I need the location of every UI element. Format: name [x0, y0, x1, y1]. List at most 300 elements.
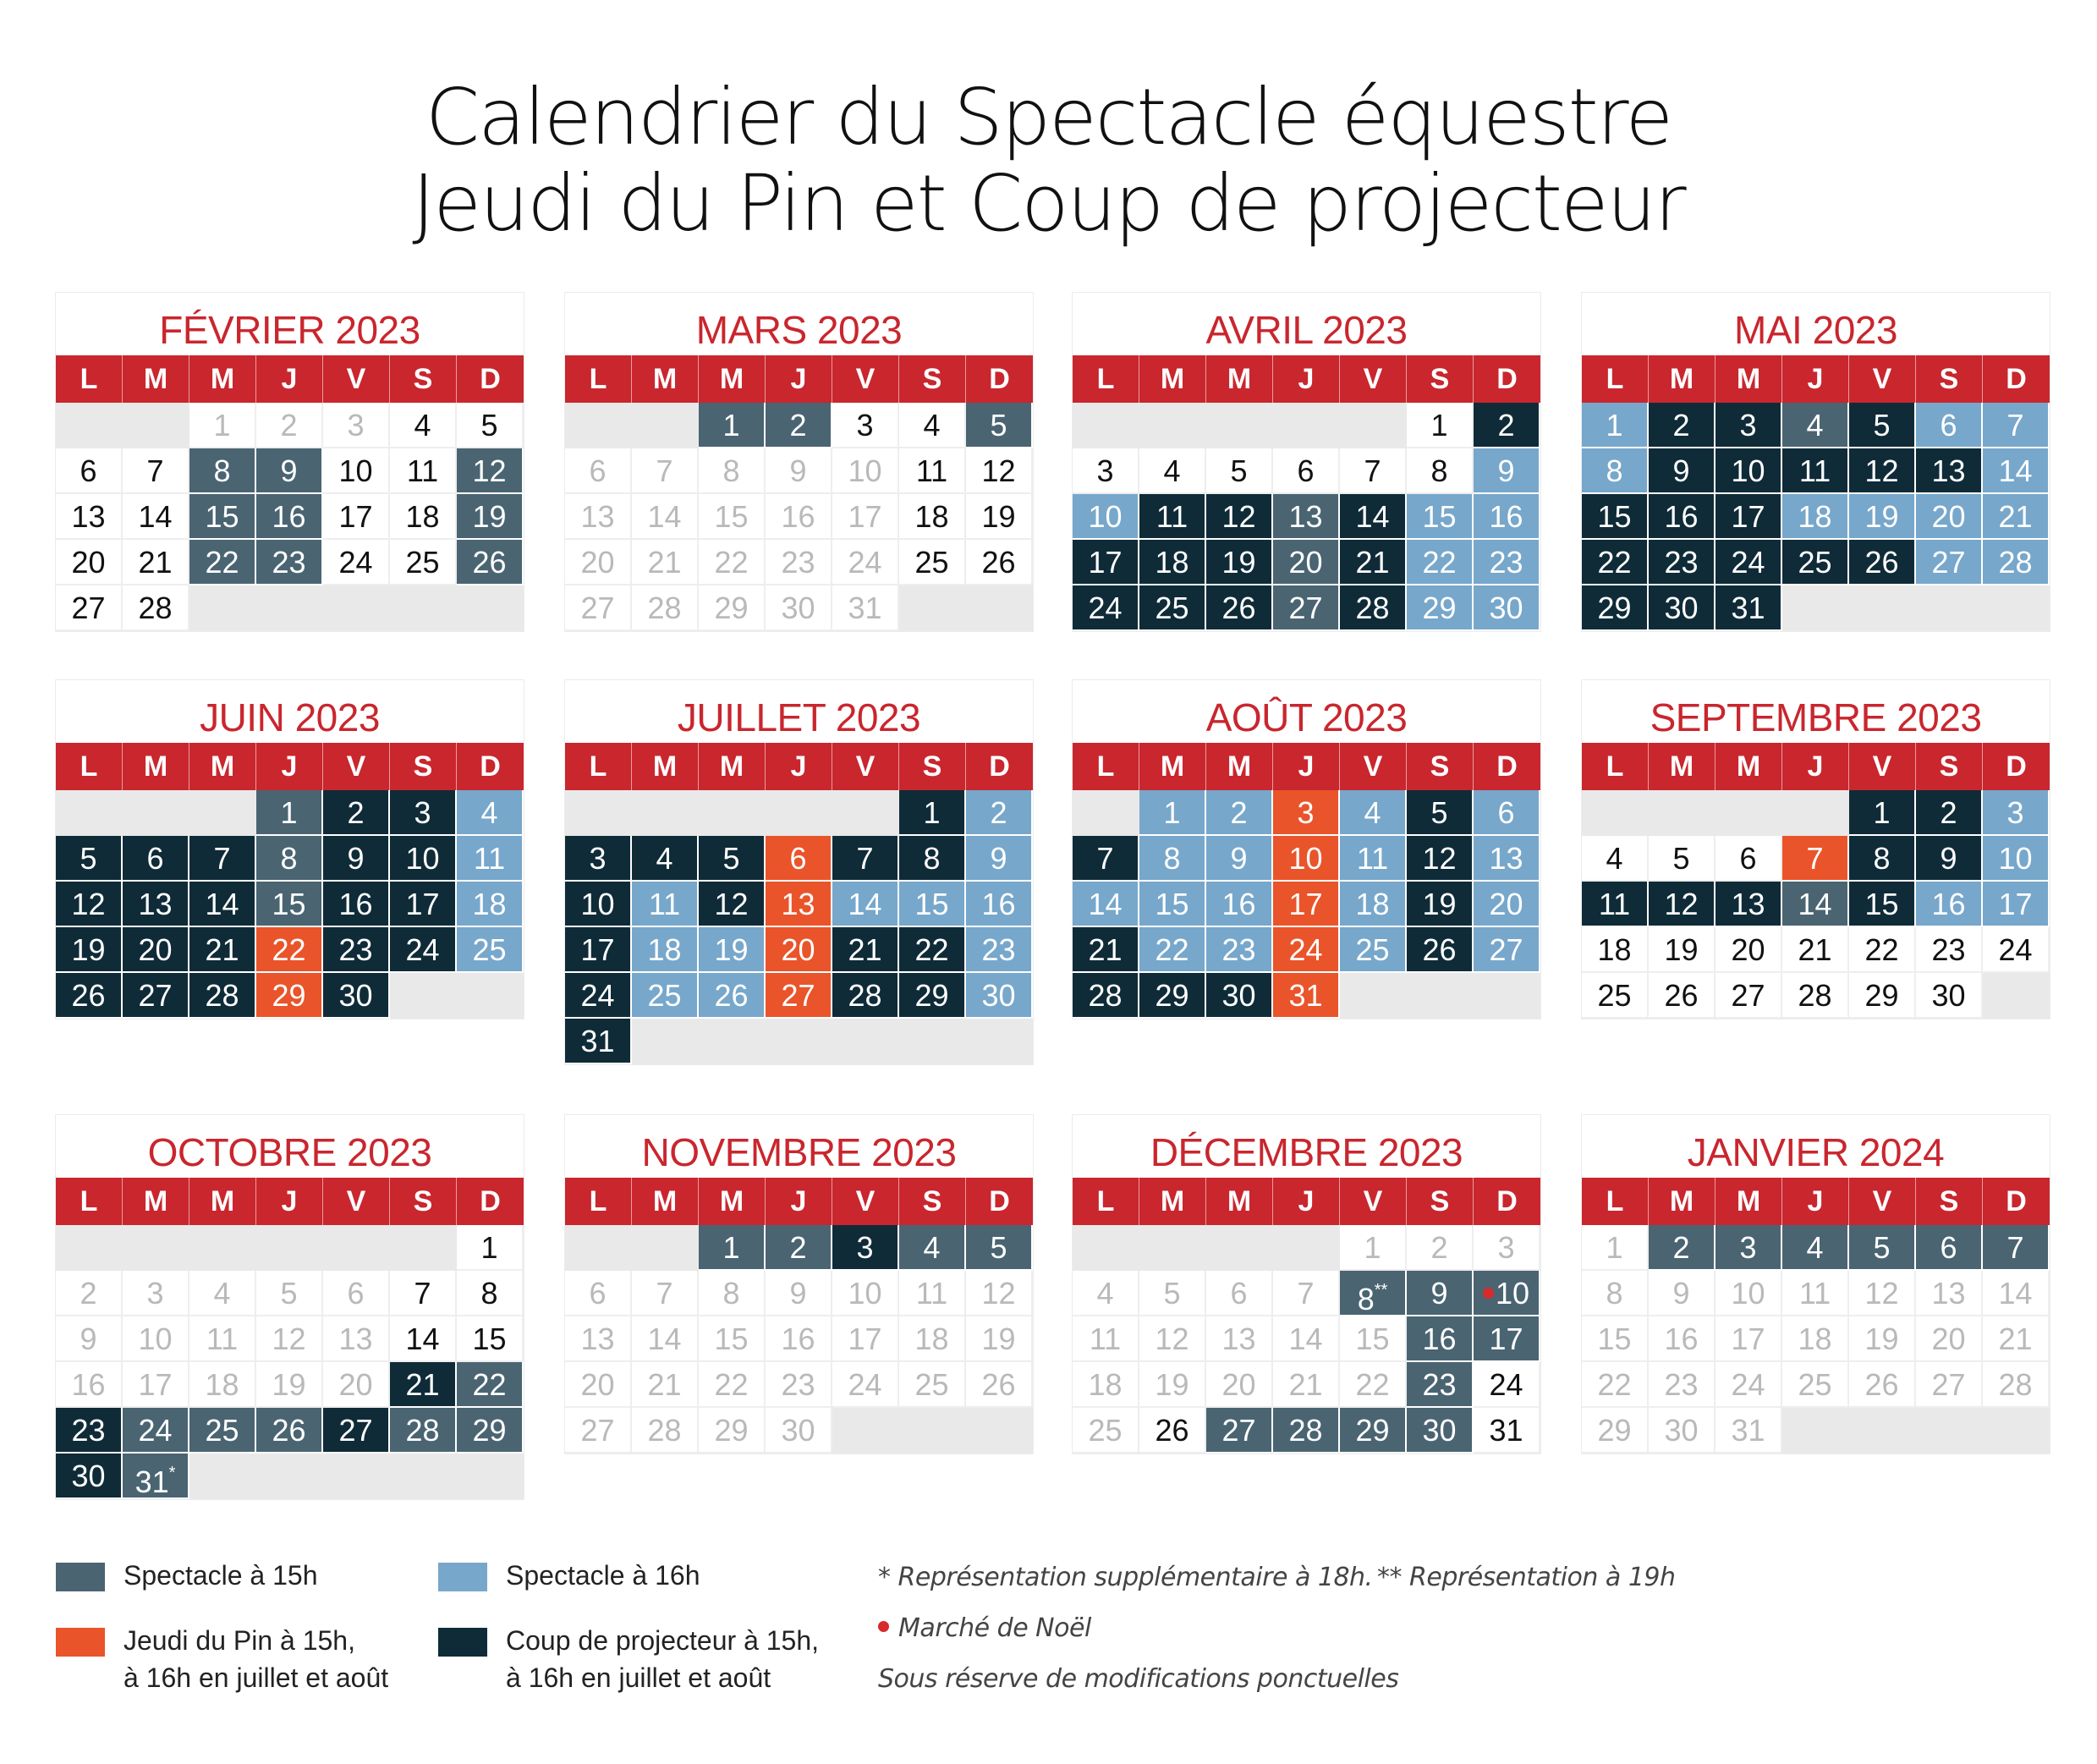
day-cell: [1206, 448, 1273, 494]
day-cell: [123, 540, 189, 585]
empty-day-cell: [1206, 1225, 1273, 1271]
weekday-label: L: [1582, 355, 1649, 403]
day-cell: [390, 403, 457, 448]
day-number: 4: [923, 1230, 941, 1265]
day-number: 8: [1430, 453, 1448, 488]
day-cell: [966, 494, 1033, 540]
day-number: 30: [338, 978, 373, 1013]
day-cell: [1782, 1316, 1849, 1362]
day-number: 9: [789, 453, 807, 488]
day-cell: [1139, 973, 1206, 1019]
day-number: 23: [981, 932, 1016, 967]
day-cell: [123, 882, 189, 927]
day-number: 24: [1731, 545, 1765, 580]
weekday-label: J: [1273, 743, 1340, 790]
day-cell: [899, 494, 966, 540]
day-cell: [457, 882, 524, 927]
day-number: 6: [589, 1276, 607, 1311]
empty-day-cell: [123, 403, 189, 448]
day-number: 17: [138, 1367, 173, 1402]
day-number: 25: [1798, 1367, 1832, 1402]
day-cell: [966, 540, 1033, 585]
weekday-label: S: [1407, 743, 1474, 790]
day-number: 17: [1288, 887, 1323, 921]
weekday-label: D: [2006, 750, 2027, 783]
day-cell: [1983, 1362, 2050, 1408]
day-number: 14: [1288, 1322, 1323, 1356]
day-number: 30: [71, 1459, 106, 1493]
day-number: 30: [1489, 591, 1523, 625]
empty-day-cell: [832, 790, 899, 836]
weekday-label: M: [1715, 1178, 1782, 1225]
day-cell: [256, 540, 323, 585]
day-number: 11: [1798, 1276, 1831, 1311]
day-cell: [1474, 790, 1540, 836]
day-cell: [1649, 973, 1715, 1019]
day-number: 18: [914, 499, 949, 534]
day-number: 2: [1230, 795, 1248, 830]
day-number: 22: [1597, 1367, 1632, 1402]
day-cell: [1340, 1225, 1407, 1271]
day-cell: [1782, 1362, 1849, 1408]
empty-day-cell: [1407, 973, 1474, 1019]
day-number: 8: [1606, 453, 1623, 488]
day-number: 15: [1155, 887, 1189, 921]
day-number: 5: [1873, 408, 1891, 442]
day-cell: [1206, 927, 1273, 973]
day-number: 20: [138, 932, 173, 967]
day-cell: [1715, 494, 1782, 540]
day-cell: [123, 1408, 189, 1454]
day-number: 3: [856, 1230, 874, 1265]
day-number: 2: [1940, 795, 1957, 830]
day-cell: [56, 927, 123, 973]
day-cell: [457, 790, 524, 836]
day-number: 18: [1597, 932, 1632, 967]
days-grid: [1073, 1225, 1540, 1454]
day-number: 21: [205, 932, 239, 967]
day-number: 24: [1731, 1367, 1765, 1402]
day-number: 8: [1873, 841, 1891, 876]
weekday-label: V: [323, 743, 390, 790]
day-number: 22: [1155, 932, 1189, 967]
empty-day-cell: [632, 1019, 699, 1064]
day-cell: [966, 448, 1033, 494]
day-number: 4: [1163, 453, 1181, 488]
weekday-label: M: [1206, 355, 1273, 403]
day-cell: [1715, 540, 1782, 585]
day-cell: [1916, 1225, 1983, 1271]
day-cell: [189, 836, 256, 882]
day-cell: [189, 882, 256, 927]
empty-day-cell: [256, 1225, 323, 1271]
empty-day-cell: [565, 790, 632, 836]
day-cell: [632, 1408, 699, 1454]
weekday-label: V: [832, 1178, 899, 1225]
day-cell: [1782, 882, 1849, 927]
day-cell: [189, 973, 256, 1019]
day-cell: [1582, 1362, 1649, 1408]
day-cell: [565, 448, 632, 494]
day-number: 12: [1864, 1276, 1899, 1311]
empty-day-cell: [899, 585, 966, 631]
day-number: 20: [1731, 932, 1765, 967]
day-number: 28: [848, 978, 882, 1013]
day-number: 2: [80, 1276, 97, 1311]
day-cell: [1649, 1271, 1715, 1316]
empty-day-cell: [256, 585, 323, 631]
day-cell: [1983, 403, 2050, 448]
empty-day-cell: [1983, 973, 2050, 1019]
day-cell: [699, 1408, 766, 1454]
weekday-header: [56, 355, 524, 403]
day-number: 14: [1998, 453, 2033, 488]
empty-day-cell: [966, 585, 1033, 631]
day-cell: [832, 1271, 899, 1316]
day-number: 1: [1364, 1230, 1381, 1265]
empty-day-cell: [1206, 403, 1273, 448]
day-cell: [457, 494, 524, 540]
empty-day-cell: [1340, 403, 1407, 448]
day-cell: [1983, 1271, 2050, 1316]
day-number: 12: [981, 453, 1016, 488]
day-cell: [1715, 927, 1782, 973]
day-cell: [189, 1408, 256, 1454]
day-cell: [56, 882, 123, 927]
day-number: 9: [1672, 1276, 1690, 1311]
day-cell: [832, 882, 899, 927]
day-number: 13: [1221, 1322, 1256, 1356]
month-name: MAI 2023: [1734, 308, 1897, 352]
day-cell: [1649, 882, 1715, 927]
day-number: 21: [1798, 932, 1832, 967]
day-number: 30: [781, 1413, 815, 1448]
day-cell: [457, 403, 524, 448]
empty-day-cell: [1983, 585, 2050, 631]
day-cell: [632, 1271, 699, 1316]
day-number: 13: [1288, 499, 1323, 534]
day-cell: [256, 1271, 323, 1316]
day-number: 1: [213, 408, 231, 442]
empty-day-cell: [1073, 403, 1139, 448]
day-number: 8: [1606, 1276, 1623, 1311]
month-calendar: [1582, 1115, 2050, 1454]
day-cell: [966, 1362, 1033, 1408]
day-cell: [966, 790, 1033, 836]
day-cell: [457, 1362, 524, 1408]
day-cell: [56, 1271, 123, 1316]
note-marche: [878, 1613, 1091, 1643]
day-cell: [1649, 403, 1715, 448]
day-cell: [766, 1225, 832, 1271]
day-cell: [1407, 1408, 1474, 1454]
day-number: 25: [205, 1413, 239, 1448]
day-cell: [1649, 836, 1715, 882]
day-cell: [1073, 540, 1139, 585]
empty-day-cell: [1340, 973, 1407, 1019]
day-cell: [832, 403, 899, 448]
day-number: 26: [1864, 1367, 1899, 1402]
weekday-label: M: [1139, 355, 1206, 403]
weekday-label: D: [480, 1185, 501, 1217]
note-star: * Représentation supplémentaire à 18h.: [878, 1563, 1373, 1592]
day-cell: [1407, 1271, 1474, 1316]
empty-day-cell: [1649, 790, 1715, 836]
day-cell: [899, 973, 966, 1019]
day-number: 12: [472, 453, 507, 488]
day-number: 20: [580, 545, 615, 580]
day-number: 4: [213, 1276, 231, 1311]
weekday-label: J: [766, 743, 832, 790]
day-cell: [1582, 1316, 1649, 1362]
day-number: 5: [1672, 841, 1690, 876]
day-cell: [1340, 1271, 1407, 1316]
month-name: NOVEMBRE 2023: [641, 1130, 957, 1174]
day-number: 5: [1873, 1230, 1891, 1265]
day-cell: [1582, 973, 1649, 1019]
day-number: 25: [1088, 1413, 1123, 1448]
day-cell: [1073, 973, 1139, 1019]
day-number: 31: [1288, 978, 1323, 1013]
weekday-header: [565, 1178, 1033, 1225]
weekday-label: M: [1206, 743, 1273, 790]
empty-day-cell: [1139, 403, 1206, 448]
weekday-label: V: [832, 355, 899, 403]
day-number: 11: [473, 841, 506, 876]
day-number: 12: [272, 1322, 306, 1356]
weekday-header: [565, 743, 1033, 790]
day-number: 25: [647, 978, 682, 1013]
day-number: 1: [1430, 408, 1448, 442]
day-cell: [766, 585, 832, 631]
day-number: 9: [1497, 453, 1515, 488]
day-cell: [189, 494, 256, 540]
month-calendar: [1073, 1115, 1540, 1454]
day-cell: [832, 973, 899, 1019]
day-number: 16: [1931, 887, 1966, 921]
month-calendar: [565, 1115, 1033, 1454]
day-cell: [457, 927, 524, 973]
day-cell: [1474, 836, 1540, 882]
day-number: 11: [1598, 887, 1631, 921]
empty-day-cell: [1139, 1225, 1206, 1271]
weekday-label: M: [1715, 355, 1782, 403]
day-number: 27: [580, 1413, 615, 1448]
empty-day-cell: [1916, 585, 1983, 631]
day-number: 6: [1297, 453, 1315, 488]
day-number: 20: [338, 1367, 373, 1402]
day-number: 5: [1230, 453, 1248, 488]
weekday-label: D: [480, 750, 501, 783]
day-number: 16: [1664, 499, 1699, 534]
day-number: 18: [472, 887, 507, 921]
day-cell: [123, 973, 189, 1019]
day-number: 7: [2006, 1230, 2024, 1265]
day-number: 15: [914, 887, 949, 921]
day-number: 20: [1221, 1367, 1256, 1402]
day-number: 16: [272, 499, 306, 534]
day-number: 18: [405, 499, 440, 534]
day-number: 25: [1155, 591, 1189, 625]
day-cell: [56, 448, 123, 494]
day-cell: [1649, 1408, 1715, 1454]
day-number: 27: [1221, 1413, 1256, 1448]
day-cell: [1273, 540, 1340, 585]
day-cell: [1474, 448, 1540, 494]
day-cell: [1849, 790, 1916, 836]
day-cell: [256, 1316, 323, 1362]
day-number: 22: [714, 545, 749, 580]
day-number: 8: [1357, 1282, 1375, 1316]
day-number: 23: [1931, 932, 1966, 967]
month-name: JUILLET 2023: [677, 695, 921, 739]
day-number: 26: [1422, 932, 1457, 967]
day-number: 12: [1664, 887, 1699, 921]
empty-day-cell: [56, 1225, 123, 1271]
day-cell: [1139, 927, 1206, 973]
day-number: 8: [1163, 841, 1181, 876]
empty-day-cell: [1715, 790, 1782, 836]
day-number: 30: [1931, 978, 1966, 1013]
day-number: 24: [848, 1367, 882, 1402]
day-cell: [256, 836, 323, 882]
empty-day-cell: [632, 403, 699, 448]
empty-day-cell: [189, 1225, 256, 1271]
day-cell: [1582, 494, 1649, 540]
day-cell: [1139, 790, 1206, 836]
month-calendar: [56, 680, 524, 1019]
weekday-label: J: [1782, 743, 1849, 790]
empty-day-cell: [1849, 585, 1916, 631]
day-cell: [699, 1271, 766, 1316]
day-number: 23: [1664, 1367, 1699, 1402]
weekday-label: V: [1849, 355, 1916, 403]
day-cell: [1782, 973, 1849, 1019]
month-calendar: [1073, 293, 1540, 631]
day-cell: [1273, 1316, 1340, 1362]
day-cell: [632, 1362, 699, 1408]
day-cell: [1649, 1316, 1715, 1362]
day-cell: [1273, 973, 1340, 1019]
day-number: 1: [280, 795, 298, 830]
day-cell: [632, 882, 699, 927]
empty-day-cell: [189, 1454, 256, 1499]
day-cell: [56, 836, 123, 882]
day-number: 23: [1221, 932, 1256, 967]
day-number: 21: [405, 1367, 440, 1402]
empty-day-cell: [899, 1408, 966, 1454]
day-number: 23: [272, 545, 306, 580]
day-cell: [56, 585, 123, 631]
month-name: JANVIER 2024: [1687, 1130, 1945, 1174]
day-number: 29: [714, 1413, 749, 1448]
legend-label-jeudi-line1: Jeudi du Pin à 15h,: [124, 1625, 355, 1656]
day-cell: [1582, 927, 1649, 973]
day-cell: [256, 403, 323, 448]
day-cell: [1073, 927, 1139, 973]
weekday-label: S: [899, 743, 966, 790]
day-number: 15: [1597, 499, 1632, 534]
day-number: 6: [1497, 795, 1515, 830]
day-number: 4: [1364, 795, 1381, 830]
empty-day-cell: [323, 1225, 390, 1271]
empty-day-cell: [1073, 790, 1139, 836]
day-number: 6: [1940, 408, 1957, 442]
day-number: 14: [205, 887, 239, 921]
empty-day-cell: [1273, 403, 1340, 448]
day-cell: [1206, 1271, 1273, 1316]
day-number: 13: [71, 499, 106, 534]
day-number: 4: [923, 408, 941, 442]
day-cell: [1206, 973, 1273, 1019]
day-cell: [899, 540, 966, 585]
day-number: 9: [347, 841, 365, 876]
weekday-label: L: [565, 355, 632, 403]
day-cell: [565, 1271, 632, 1316]
day-cell: [1474, 882, 1540, 927]
day-cell: [323, 403, 390, 448]
day-number: 17: [1731, 1322, 1765, 1356]
day-number: 13: [338, 1322, 373, 1356]
day-cell: [1073, 494, 1139, 540]
day-number: 5: [722, 841, 740, 876]
weekday-header: [1073, 355, 1540, 403]
weekday-header: [1073, 743, 1540, 790]
day-number: 2: [1672, 1230, 1690, 1265]
day-number: 31: [1489, 1413, 1523, 1448]
empty-day-cell: [1782, 790, 1849, 836]
day-cell: [1340, 1316, 1407, 1362]
day-cell: [1782, 448, 1849, 494]
empty-day-cell: [1474, 973, 1540, 1019]
day-cell: [390, 927, 457, 973]
day-number: 28: [1998, 1367, 2033, 1402]
day-cell: [390, 540, 457, 585]
day-cell: [323, 1271, 390, 1316]
day-cell: [1139, 585, 1206, 631]
day-cell: [966, 1316, 1033, 1362]
day-marker: *: [168, 1464, 176, 1482]
day-number: 3: [589, 841, 607, 876]
day-number: 30: [781, 591, 815, 625]
day-number: 16: [981, 887, 1016, 921]
day-cell: [1340, 790, 1407, 836]
legend-swatch-spectacle-16h: [438, 1563, 487, 1591]
weekday-label: L: [56, 1178, 123, 1225]
weekday-label: M: [699, 355, 766, 403]
day-cell: [56, 540, 123, 585]
day-cell: [1407, 540, 1474, 585]
month-calendar: [565, 293, 1033, 631]
day-number: 23: [71, 1413, 106, 1448]
day-number: 10: [848, 1276, 882, 1311]
day-cell: [256, 882, 323, 927]
days-grid: [565, 403, 1033, 631]
day-number: 9: [789, 1276, 807, 1311]
empty-day-cell: [323, 1454, 390, 1499]
weekday-label: M: [1649, 743, 1715, 790]
legend-swatch-coup-de-projecteur: [438, 1628, 487, 1657]
day-cell: [123, 1316, 189, 1362]
weekday-label: J: [766, 355, 832, 403]
day-cell: [256, 448, 323, 494]
day-number: 3: [856, 408, 874, 442]
day-cell: [1782, 836, 1849, 882]
day-number: 5: [1163, 1276, 1181, 1311]
weekday-header: [1582, 355, 2050, 403]
weekday-label: S: [899, 1178, 966, 1225]
day-number: 4: [414, 408, 431, 442]
